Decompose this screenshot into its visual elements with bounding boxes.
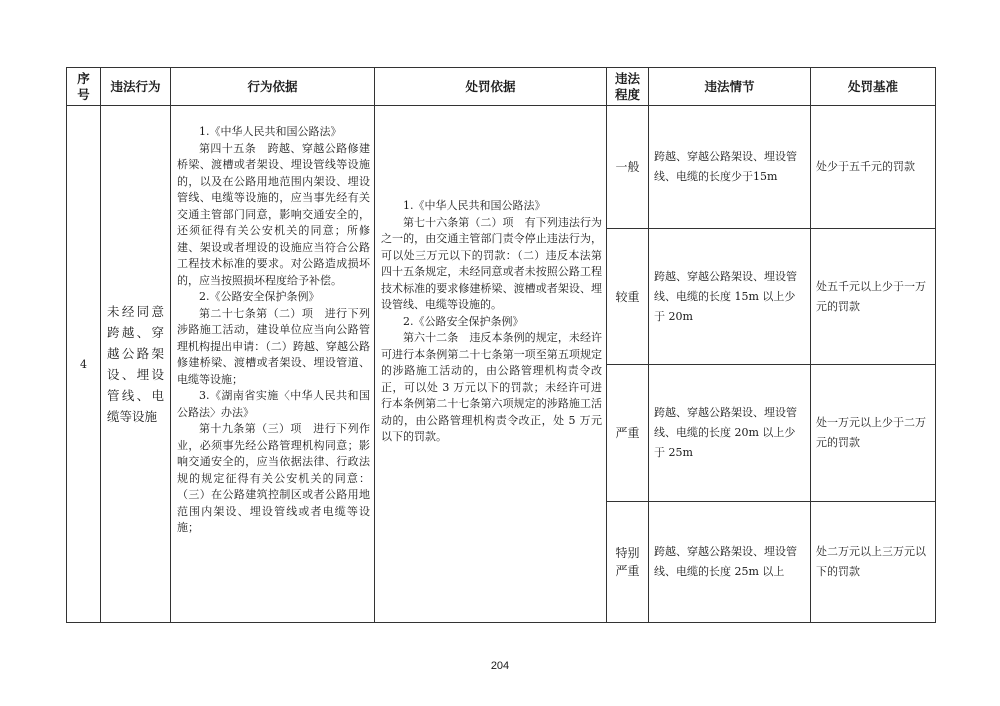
basis-article-3: 第十九条第（三）项 进行下列作业，必须事先经公路管理机构同意；影响交通安全的，应当依据法律、行政法规的规定征得有关公安机关的同意：（三）在公路建筑控制区或者公路用地范围内架设、埋设管线或者电缆等设施；: [177, 422, 370, 534]
level-standard-1: 处少于五千元的罚款: [811, 106, 936, 229]
level-degree-1: 一般: [607, 106, 649, 229]
level-degree-3: 严重: [607, 365, 649, 502]
header-penalty: 处罚依据: [375, 68, 607, 106]
level-circumstance-3: 跨越、穿越公路架设、埋设管线、电缆的长度 20m 以上少于 25m: [649, 365, 811, 502]
penalty-article-2: 第六十二条 违反本条例的规定，未经许可进行本条例第二十七条第一项至第五项规定的涉路施工活动的，由公路管理机构责令改正，可以处 3 万元以下的罚款；未经许可进行本条例第二十七条第六项规定的涉路施工活动的，由公路管理机构责令改正，处 5 万元以下的罚款。: [381, 331, 602, 443]
level-standard-4: 处二万元以上三万元以下的罚款: [811, 502, 936, 623]
header-basis: 行为依据: [171, 68, 375, 106]
penalty-standard-table: [66, 67, 936, 623]
header-row: [67, 68, 936, 106]
basis-law-1: 1.《中华人民共和国公路法》: [199, 125, 342, 138]
row-act: 未经同意跨越、穿越公路架设、埋设管线、电缆等设施: [101, 106, 171, 623]
basis-law-3: 3.《湖南省实施〈中华人民共和国公路法〉办法》: [177, 389, 370, 419]
row-basis: [171, 106, 375, 623]
header-seq: 序号: [67, 68, 101, 106]
penalty-article-1: 第七十六条第（二）项 有下列违法行为之一的，由交通主管部门责令停止违法行为，可以处三万元以下的罚款：（二）违反本法第四十五条规定，未经同意或者未按照公路工程技术标准的要求修建桥梁、渡槽或者架设、埋设管线、电缆等设施的。: [381, 215, 602, 311]
header-standard: 处罚基准: [811, 68, 936, 106]
row-seq: 4: [67, 106, 101, 623]
level-standard-3: 处一万元以上少于二万元的罚款: [811, 365, 936, 502]
page-number: 204: [490, 660, 510, 672]
basis-article-1: 第四十五条 跨越、穿越公路修建桥梁、渡槽或者架设、埋设管线等设施的，以及在公路用地范围内架设、埋设管线、电缆等设施的，应当事先经有关交通主管部门同意，影响交通安全的，还须征得有关公安机关的同意；所修建、架设或者埋设的设施应当符合公路工程技术标准的要求。对公路造成损坏的，应当按照损坏程度给予补偿。: [177, 141, 370, 287]
level-circumstance-1: 跨越、穿越公路架设、埋设管线、电缆的长度少于15m: [649, 106, 811, 229]
row-penalty: [375, 106, 607, 623]
header-degree: 违法程度: [607, 68, 649, 106]
level-degree-2: 较重: [607, 229, 649, 365]
table-row: [67, 106, 936, 229]
level-circumstance-4: 跨越、穿越公路架设、埋设管线、电缆的长度 25m 以上: [649, 502, 811, 623]
basis-law-2: 2.《公路安全保护条例》: [199, 290, 320, 303]
header-circumstance: 违法情节: [649, 68, 811, 106]
level-degree-4: 特别严重: [607, 502, 649, 623]
header-act: 违法行为: [101, 68, 171, 106]
penalty-law-1: 1.《中华人民共和国公路法》: [403, 199, 546, 212]
level-standard-2: 处五千元以上少于一万元的罚款: [811, 229, 936, 365]
level-circumstance-2: 跨越、穿越公路架设、埋设管线、电缆的长度 15m 以上少于 20m: [649, 229, 811, 365]
basis-article-2: 第二十七条第（二）项 进行下列涉路施工活动，建设单位应当向公路管理机构提出申请：（二）跨越、穿越公路修建桥梁、渡槽或者架设、埋设管道、电缆等设施；: [177, 306, 370, 386]
penalty-law-2: 2.《公路安全保护条例》: [403, 314, 524, 328]
